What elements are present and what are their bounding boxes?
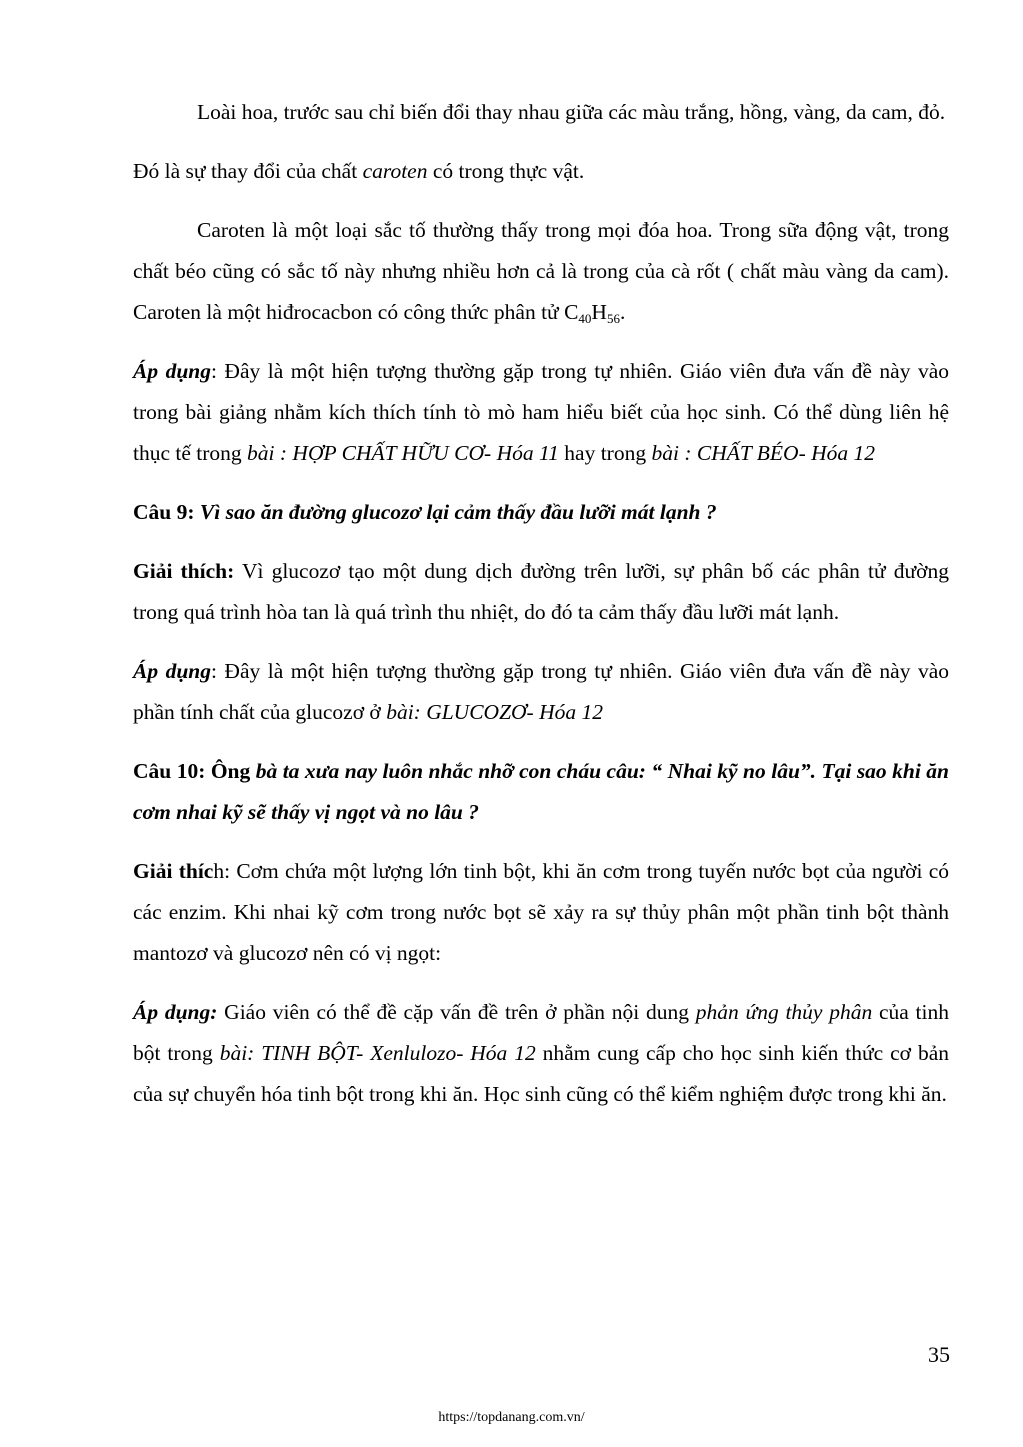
paragraph-text: . [619,300,626,324]
application-label: Áp dụng [133,659,211,683]
paragraph-text: hay trong [558,441,652,465]
paragraph-text: h: Cơm chứa một lượng lớn tinh bột, khi ăn cơm trong tuyến nước bọt của người có các enzim. Khi nhai kỹ cơm trong nước bọt sẽ xảy ra sự thủy phân một phần tinh bột thành mantozơ và glucozơ nên có vị ngọt: [133,859,949,965]
paragraph-text: : Đây là một hiện tượng thường gặp trong tự nhiên. Giáo viên đưa vấn đề này vào trong bài giảng nhằm kích thích tính tò mò ham hiểu biết của học sinh. Có thể dùng liên hệ thục tế trong [133,359,949,465]
application-label: Áp dụng: [133,1000,218,1024]
paragraph-text: có trong thực vật. [427,159,585,183]
paragraph-caroten-change [133,151,949,192]
term-hydrolysis: phản ứng thủy phân [695,1000,873,1024]
question-text: Vì sao ăn đường glucozơ lại cảm thấy đầu lưỡi mát lạnh ? [199,500,717,524]
explanation-9 [133,551,949,633]
page-number: 35 [928,1342,950,1367]
lesson-reference: bài: GLUCOZƠ- Hóa 12 [386,700,603,724]
question-10 [133,751,949,833]
page-content [133,92,949,1133]
application-label: Áp dụng [133,359,211,383]
paragraph-text: Caroten là một loại sắc tố thường thấy trong mọi đóa hoa. Trong sữa động vật, trong chất béo cũng có sắc tố này nhưng nhiều hơn cả là trong của cà rốt ( chất màu vàng da cam). Caroten là một hiđrocacbon có công thức phân tử C [133,218,949,324]
paragraph-text: Loài hoa, trước sau chỉ biến đổi thay nhau giữa các màu trắng, hồng, vàng, da cam, đỏ. [197,100,946,124]
formula-subscript: 40 [578,311,592,326]
paragraph-application-1 [133,351,949,474]
paragraph-text: : Đây là một hiện tượng thường gặp trong tự nhiên. Giáo viên đưa vấn đề này vào phần tính chất của glucozơ ở [133,659,949,724]
paragraph-caroten-description [133,210,949,333]
formula-text: H [591,300,607,324]
paragraph-text: Đó là sự thay đổi của chất [133,159,363,183]
paragraph-text: Giáo viên có thể đề cặp vấn đề trên ở phần nội dung [217,1000,696,1024]
paragraph-text: Vì glucozơ tạo một dung dịch đường trên lưỡi, sự phân bố các phân tử đường trong quá trình hòa tan là quá trình thu nhiệt, do đó ta cảm thấy đầu lưỡi mát lạnh. [133,559,950,624]
question-label: Câu 9: [133,500,200,524]
paragraph-text: của tinh bột trong [133,1000,949,1065]
term-caroten: caroten [362,159,428,183]
application-9 [133,651,949,733]
explanation-label: Giải thíc [133,859,214,883]
explanation-label: Giải thích: [133,559,235,583]
application-10 [133,992,949,1115]
lesson-reference: bài: TINH BỘT- Xenlulozo- Hóa 12 [219,1041,536,1065]
question-9 [133,492,949,533]
footer-url[interactable]: https://topdanang.com.vn/ [438,1410,585,1425]
lesson-reference: bài : CHẤT BÉO- Hóa 12 [651,441,876,465]
paragraph-text: nhằm cung cấp cho học sinh kiến thức cơ bản của sự chuyển hóa tinh bột trong khi ăn. Học sinh cũng có thể kiểm nghiệm được trong khi ăn. [133,1041,949,1106]
question-label: Câu 10: Ông [133,759,256,783]
paragraph-flower-colors [133,92,949,133]
formula-subscript: 56 [606,311,620,326]
lesson-reference: bài : HỢP CHẤT HỮU CƠ- Hóa 11 [247,441,559,465]
explanation-10 [133,851,949,974]
question-text: bà ta xưa nay luôn nhắc nhỡ con cháu câu: “ Nhai kỹ no lâu”. Tại sao khi ăn cơm nhai kỹ sẽ thấy vị ngọt và no lâu ? [133,759,949,824]
